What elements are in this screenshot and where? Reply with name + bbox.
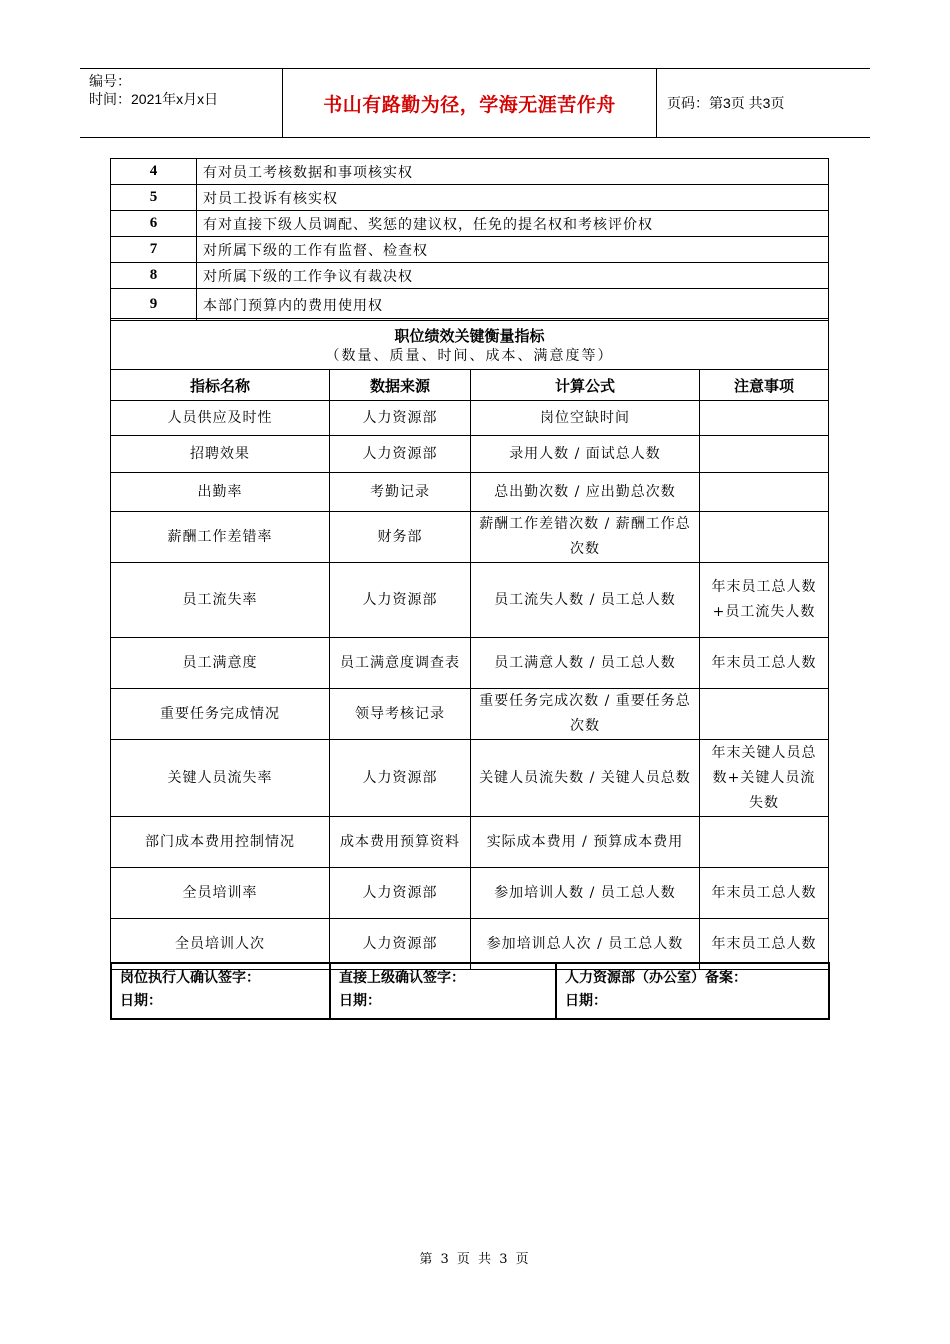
document-header <box>80 68 870 138</box>
kpi-notes: 年末员工总人数 <box>700 638 829 689</box>
executor-signature-label: 岗位执行人确认签字： <box>120 970 260 986</box>
kpi-notes: 年末员工总人数 <box>700 868 829 919</box>
kpi-formula: 员工流失人数 / 员工总人数 <box>471 563 700 638</box>
column-header-notes: 注意事项 <box>700 370 829 401</box>
kpi-formula: 总出勤次数 / 应出勤总次数 <box>471 473 700 512</box>
kpi-notes <box>700 473 829 512</box>
hr-record-label: 人力资源部（办公室）备案： <box>565 970 747 986</box>
table-row <box>111 211 829 237</box>
hr-date-label: 日期： <box>565 993 607 1009</box>
kpi-name: 出勤率 <box>111 473 330 512</box>
table-row <box>111 563 829 638</box>
kpi-source: 人力资源部 <box>330 563 471 638</box>
row-number: 6 <box>111 211 197 237</box>
kpi-name: 全员培训率 <box>111 868 330 919</box>
kpi-notes <box>700 512 829 563</box>
table-row <box>111 436 829 473</box>
kpi-source: 人力资源部 <box>330 436 471 473</box>
kpi-name: 关键人员流失率 <box>111 740 330 817</box>
row-number: 5 <box>111 185 197 211</box>
table-row <box>111 401 829 436</box>
kpi-notes <box>700 689 829 740</box>
kpi-name: 薪酬工作差错率 <box>111 512 330 563</box>
kpi-source: 人力资源部 <box>330 401 471 436</box>
kpi-rows <box>111 401 829 970</box>
kpi-formula: 薪酬工作差错次数 / 薪酬工作总次数 <box>471 512 700 563</box>
kpi-formula: 参加培训人数 / 员工总人数 <box>471 868 700 919</box>
kpi-name: 员工流失率 <box>111 563 330 638</box>
supervisor-signature-cell[interactable] <box>330 963 556 1019</box>
kpi-source: 考勤记录 <box>330 473 471 512</box>
table-row <box>111 817 829 868</box>
page-footer: 第 3 页 共 3 页 <box>419 1252 531 1267</box>
kpi-name: 招聘效果 <box>111 436 330 473</box>
table-row <box>111 263 829 289</box>
kpi-notes: 年末员工总人数 <box>700 919 829 970</box>
kpi-notes: 年末员工总人数+员工流失人数 <box>700 563 829 638</box>
kpi-source: 领导考核记录 <box>330 689 471 740</box>
right-text: 对员工投诉有核实权 <box>197 185 829 211</box>
supervisor-date-label: 日期： <box>339 993 381 1009</box>
kpi-formula: 录用人数 / 面试总人数 <box>471 436 700 473</box>
hr-record-cell[interactable] <box>556 963 829 1019</box>
kpi-formula: 关键人员流失数 / 关键人员总数 <box>471 740 700 817</box>
right-text: 对所属下级的工作有监督、检查权 <box>197 237 829 263</box>
kpi-source: 财务部 <box>330 512 471 563</box>
kpi-formula: 重要任务完成次数 / 重要任务总次数 <box>471 689 700 740</box>
kpi-column-headers <box>111 370 829 401</box>
table-row <box>111 237 829 263</box>
kpi-section-title: 职位绩效关键衡量指标 <box>394 326 545 345</box>
table-row <box>111 689 829 740</box>
right-text: 本部门预算内的费用使用权 <box>197 289 829 321</box>
row-number: 8 <box>111 263 197 289</box>
table-row <box>111 289 829 321</box>
table-row <box>111 512 829 563</box>
header-motto-cell <box>283 69 657 137</box>
table-row <box>111 473 829 512</box>
kpi-formula: 参加培训总人次 / 员工总人数 <box>471 919 700 970</box>
header-page-cell <box>657 69 870 137</box>
column-header-formula: 计算公式 <box>471 370 700 401</box>
kpi-formula: 员工满意人数 / 员工总人数 <box>471 638 700 689</box>
kpi-table <box>110 318 829 970</box>
column-header-source: 数据来源 <box>330 370 471 401</box>
table-row <box>111 185 829 211</box>
executor-date-label: 日期： <box>120 993 162 1009</box>
kpi-notes <box>700 436 829 473</box>
header-meta-cell <box>80 69 283 137</box>
kpi-source: 成本费用预算资料 <box>330 817 471 868</box>
right-text: 有对直接下级人员调配、奖惩的建议权，任免的提名权和考核评价权 <box>197 211 829 237</box>
kpi-notes: 年末关键人员总数+关键人员流失数 <box>700 740 829 817</box>
supervisor-signature-label: 直接上级确认签字： <box>339 970 465 986</box>
kpi-section-header <box>111 319 829 370</box>
right-text: 有对员工考核数据和事项核实权 <box>197 159 829 185</box>
executor-signature-cell[interactable] <box>111 963 330 1019</box>
rights-table <box>110 158 829 321</box>
table-row <box>111 159 829 185</box>
row-number: 7 <box>111 237 197 263</box>
kpi-notes <box>700 817 829 868</box>
row-number: 9 <box>111 289 197 321</box>
kpi-source: 人力资源部 <box>330 868 471 919</box>
signature-table <box>110 962 830 1020</box>
signature-row <box>111 963 829 1019</box>
table-row <box>111 638 829 689</box>
kpi-name: 重要任务完成情况 <box>111 689 330 740</box>
kpi-source: 人力资源部 <box>330 740 471 817</box>
kpi-source: 人力资源部 <box>330 919 471 970</box>
kpi-source: 员工满意度调查表 <box>330 638 471 689</box>
document-number: 编号： <box>89 73 131 89</box>
table-row <box>111 740 829 817</box>
kpi-name: 人员供应及时性 <box>111 401 330 436</box>
kpi-name: 部门成本费用控制情况 <box>111 817 330 868</box>
kpi-section-subtitle: （数量、质量、时间、成本、满意度等） <box>325 347 614 364</box>
kpi-name: 全员培训人次 <box>111 919 330 970</box>
document-date: 时间：2021年x月x日 <box>89 91 219 107</box>
page-code: 页码：第3页 共3页 <box>667 95 785 111</box>
kpi-formula: 实际成本费用 / 预算成本费用 <box>471 817 700 868</box>
kpi-formula: 岗位空缺时间 <box>471 401 700 436</box>
table-row <box>111 868 829 919</box>
column-header-name: 指标名称 <box>111 370 330 401</box>
row-number: 4 <box>111 159 197 185</box>
kpi-name: 员工满意度 <box>111 638 330 689</box>
kpi-notes <box>700 401 829 436</box>
motto: 书山有路勤为径，学海无涯苦作舟 <box>323 93 616 116</box>
right-text: 对所属下级的工作争议有裁决权 <box>197 263 829 289</box>
